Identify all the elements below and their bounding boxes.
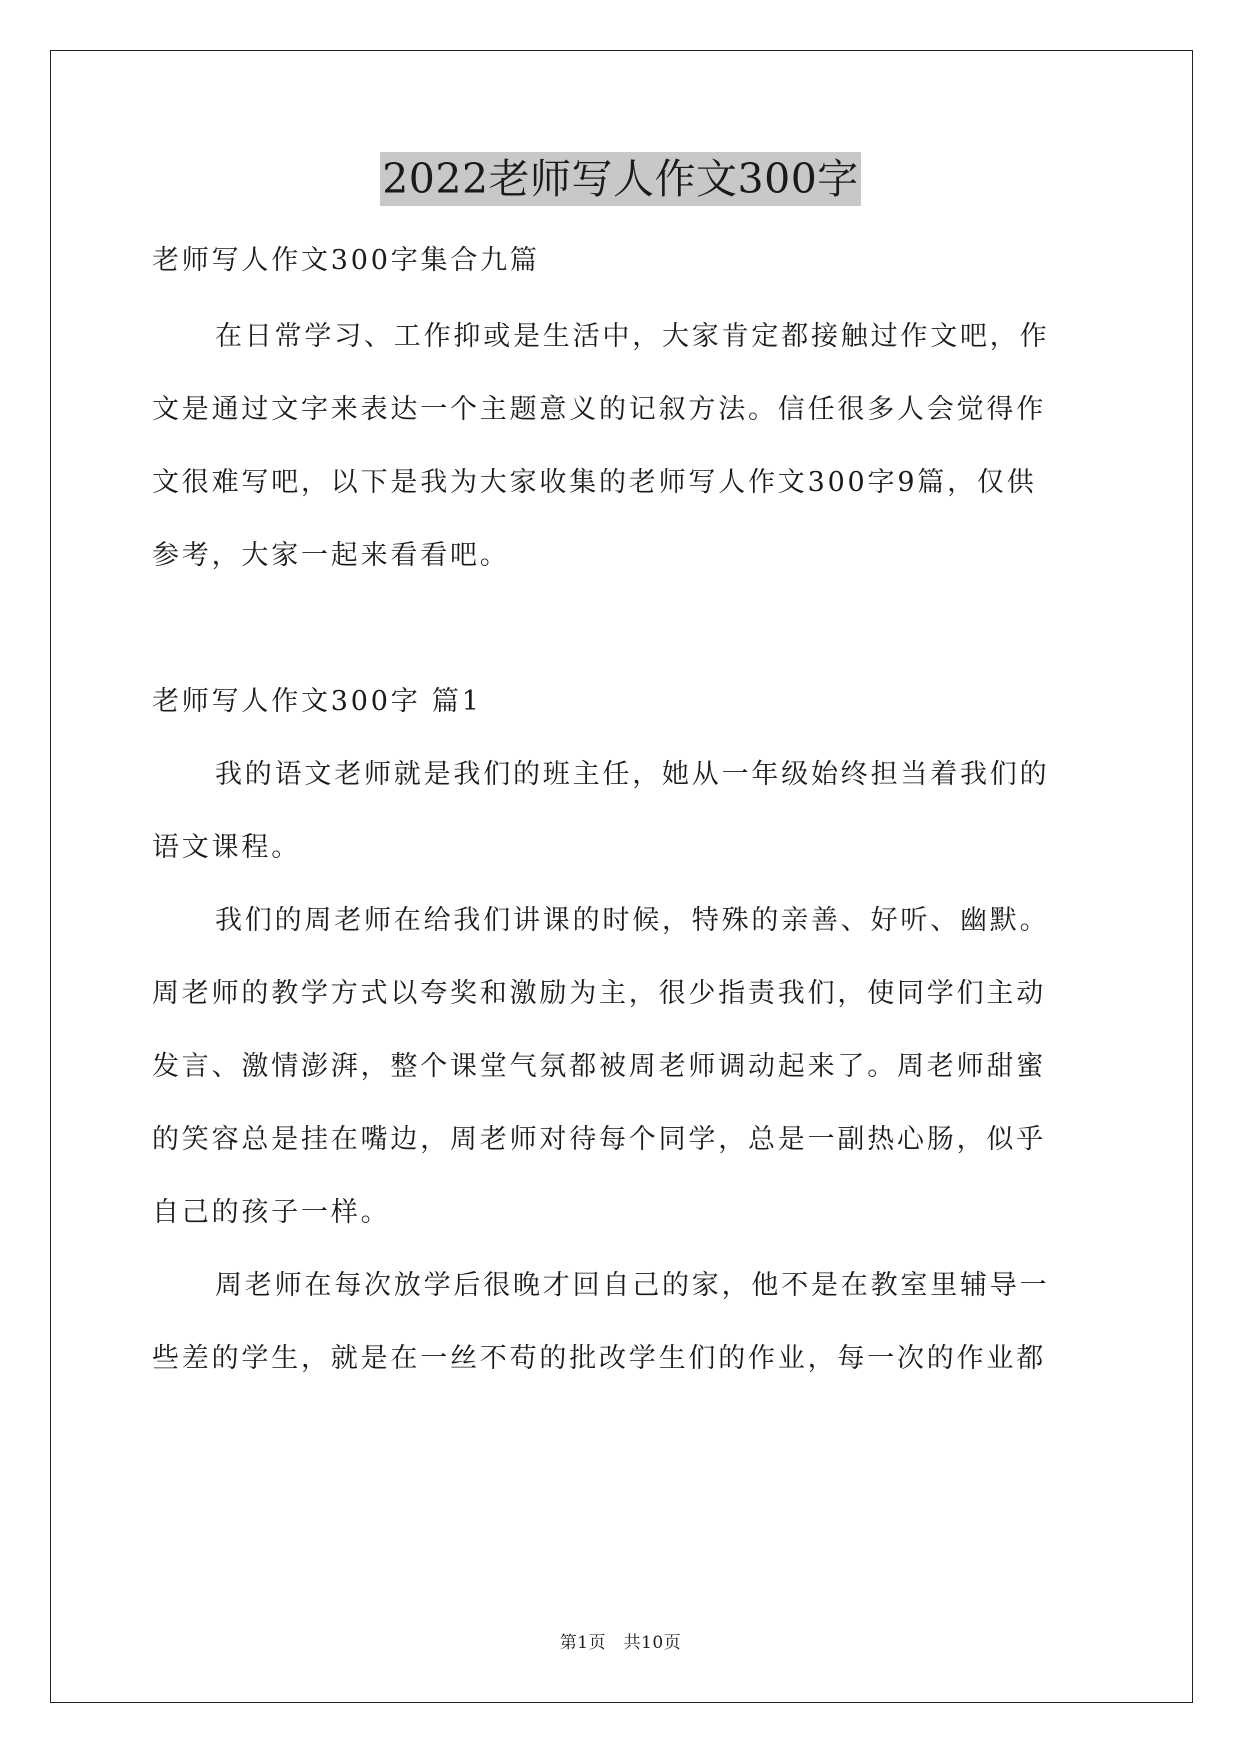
paragraph-1-line-2: 语文课程。 — [152, 832, 301, 863]
paragraph-2-line-5: 自己的孩子一样。 — [152, 1197, 391, 1228]
intro-line-4: 参考，大家一起来看看吧。 — [152, 540, 510, 571]
paragraph-2-line-1: 我们的周老师在给我们讲课的时候，特殊的亲善、好听、幽默。 — [215, 905, 1050, 936]
paragraph-2-line-2: 周老师的教学方式以夸奖和激励为主，很少指责我们，使同学们主动 — [152, 978, 1046, 1009]
paragraph-2-line-3: 发言、激情澎湃，整个课堂气氛都被周老师调动起来了。周老师甜蜜 — [152, 1051, 1046, 1082]
intro-line-2: 文是通过文字来表达一个主题意义的记叙方法。信任很多人会觉得作 — [152, 394, 1046, 425]
document-title-block — [0, 152, 1241, 206]
page-border — [50, 50, 1193, 1703]
intro-line-3: 文很难写吧，以下是我为大家收集的老师写人作文300字9篇，仅供 — [152, 467, 1037, 498]
paragraph-2-line-4: 的笑容总是挂在嘴边，周老师对待每个同学，总是一副热心肠，似乎 — [152, 1124, 1046, 1155]
page-footer: 第1页 共10页 — [559, 1633, 682, 1653]
intro-line-1: 在日常学习、工作抑或是生活中，大家肯定都接触过作文吧，作 — [215, 321, 1050, 352]
section-heading-1: 老师写人作文300字 篇1 — [152, 686, 482, 717]
paragraph-1-line-1: 我的语文老师就是我们的班主任，她从一年级始终担当着我们的 — [215, 759, 1050, 790]
collection-subtitle: 老师写人作文300字集合九篇 — [152, 245, 540, 276]
paragraph-3-line-1: 周老师在每次放学后很晚才回自己的家，他不是在教室里辅导一 — [215, 1270, 1050, 1301]
document-title: 2022老师写人作文300字 — [380, 152, 861, 206]
paragraph-3-line-2: 些差的学生，就是在一丝不苟的批改学生们的作业，每一次的作业都 — [152, 1343, 1046, 1374]
